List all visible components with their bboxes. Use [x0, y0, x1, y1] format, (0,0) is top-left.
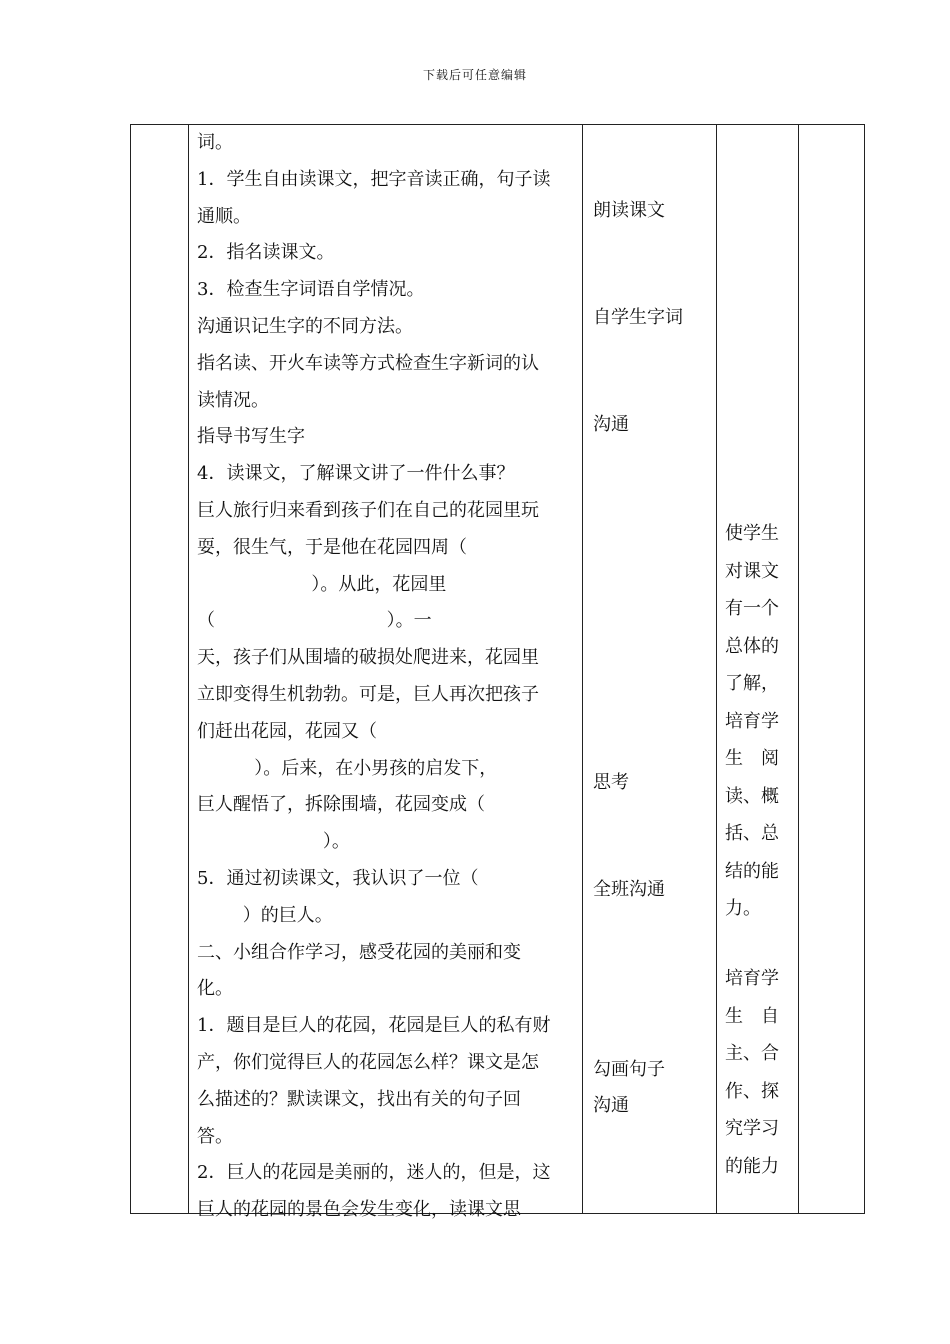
text-line: 词。	[197, 132, 233, 153]
text-line: 天，孩子们从围墙的破损处爬进来，花园里	[197, 647, 539, 669]
intent-line: 的能力	[725, 1155, 779, 1177]
lesson-table	[130, 124, 865, 1221]
text-line: 耍，很生气，于是他在花园四周（	[197, 536, 467, 558]
text-line: 产，你们觉得巨人的花园怎么样？课文是怎	[197, 1051, 539, 1073]
text-line: ）。后来，在小男孩的启发下，	[197, 757, 498, 779]
intent-line: 培育学	[725, 968, 779, 989]
intent-line: 对课文	[725, 560, 779, 582]
column-divider	[716, 125, 717, 1213]
text-line: ）。从此，花园里	[197, 573, 447, 595]
text-line: 们赶出花园，花园又（	[197, 720, 377, 742]
text-line: 二、小组合作学习，感受花园的美丽和变	[197, 941, 521, 963]
activity-item: 自学生字词	[593, 307, 683, 328]
text-line: 读情况。	[197, 389, 269, 411]
intent-line: 生 自	[725, 1005, 779, 1027]
intent-line: 读、概	[725, 785, 779, 807]
text-line: 巨人旅行归来看到孩子们在自己的花园里玩	[197, 499, 539, 521]
text-line: 2．巨人的花园是美丽的，迷人的，但是，这	[197, 1162, 551, 1184]
column-divider	[582, 125, 583, 1213]
intent-line: 使学生	[725, 523, 779, 544]
text-line: ）。	[197, 831, 350, 853]
intent-line: 有一个	[725, 598, 779, 619]
intent-line: 了解，	[725, 673, 779, 694]
text-line: 5．通过初读课文，我认识了一位（	[197, 867, 479, 889]
column-divider	[798, 125, 799, 1213]
design-intent-cell-1	[725, 515, 797, 928]
text-line: 1．学生自由读课文，把字音读正确，句子读	[197, 168, 551, 190]
intent-line: 结的能	[725, 860, 779, 882]
design-intent-cell-2	[725, 960, 797, 1185]
teaching-process-cell	[197, 125, 577, 1229]
text-line: 指名读、开火车读等方式检查生字新词的认	[197, 352, 539, 374]
text-line: 巨人醒悟了，拆除围墙，花园变成（	[197, 794, 485, 816]
text-line: ）的巨人。	[197, 904, 333, 926]
text-line: 1．题目是巨人的花园，花园是巨人的私有财	[197, 1015, 551, 1037]
intent-line: 力。	[725, 898, 761, 919]
intent-line: 括、总	[725, 823, 779, 844]
text-line: 巨人的花园的景色会发生变化，读课文思	[197, 1199, 521, 1221]
intent-line: 总体的	[725, 635, 779, 657]
text-line: 沟通识记生字的不同方法。	[197, 315, 413, 337]
text-line: （ ）。一	[197, 610, 432, 632]
text-line: 么描述的？默读课文，找出有关的句子回	[197, 1088, 521, 1110]
text-line: 指导书写生字	[197, 426, 305, 448]
intent-line: 作、探	[725, 1080, 779, 1102]
page-header: 下载后可任意编辑	[422, 68, 527, 82]
intent-line: 究学习	[725, 1118, 779, 1139]
activity-item: 朗读课文	[593, 200, 665, 221]
text-line: 答。	[197, 1125, 233, 1147]
intent-line: 主、合	[725, 1043, 779, 1064]
text-line: 化。	[197, 978, 233, 1000]
intent-line: 培育学	[725, 710, 779, 732]
activity-item: 全班沟通	[593, 879, 665, 900]
activity-item: 勾画句子	[593, 1059, 665, 1080]
intent-line: 生 阅	[725, 748, 779, 769]
text-line: 3．检查生字词语自学情况。	[197, 279, 425, 301]
column-divider	[188, 125, 189, 1213]
text-line: 4．读课文，了解课文讲了一件什么事？	[197, 463, 515, 485]
text-line: 通顺。	[197, 205, 251, 227]
activity-item: 沟通	[593, 1095, 629, 1116]
text-line: 2．指名读课文。	[197, 242, 335, 264]
activity-item: 思考	[593, 772, 629, 793]
activity-item: 沟通	[593, 414, 629, 435]
text-line: 立即变得生机勃勃。可是，巨人再次把孩子	[197, 683, 539, 705]
